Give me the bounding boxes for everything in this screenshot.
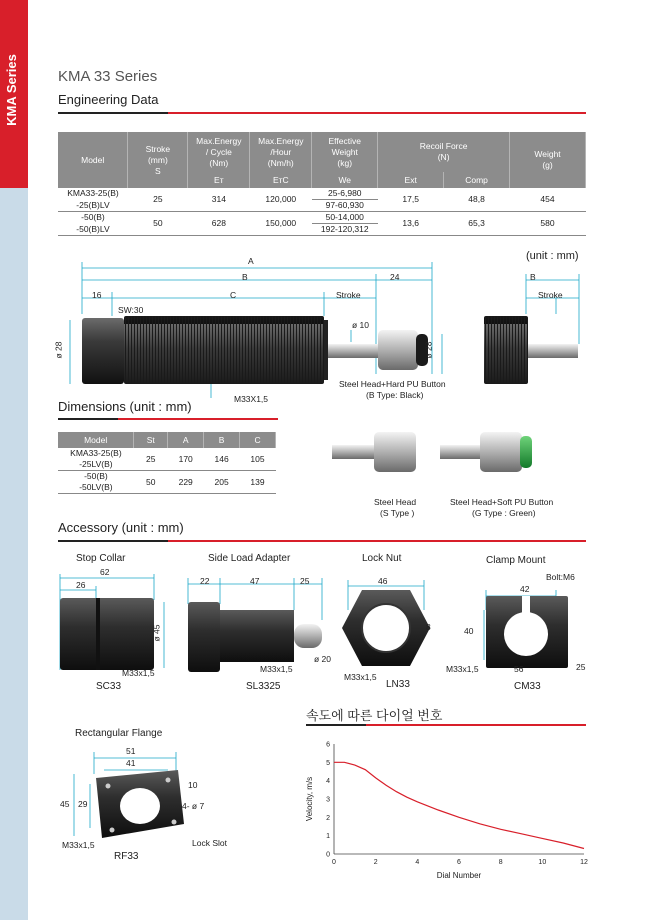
title-rule-red xyxy=(168,112,586,114)
sc-thread: M33x1,5 xyxy=(122,668,155,678)
ln-code: LN33 xyxy=(386,679,410,690)
y-tick-label: 2 xyxy=(326,814,330,822)
header-we: We xyxy=(312,172,378,188)
sc-dim-26: 26 xyxy=(76,580,86,590)
cell-weight: 454 xyxy=(510,188,586,212)
shock-absorber-drawing xyxy=(53,254,586,404)
cell-we: 192-120,312 xyxy=(312,224,378,236)
header-model: Model xyxy=(58,132,128,188)
dim-cell-c: 105 xyxy=(240,448,276,471)
dim-phi28-right: ø 28 xyxy=(423,341,434,359)
rf-dim-41: 41 xyxy=(126,758,136,768)
series-title: KMA 33 Series xyxy=(58,68,158,85)
sl-dim-20: ø 20 xyxy=(314,654,332,664)
accessory-title: Accessory (unit : mm) xyxy=(58,520,184,535)
dim-cell-model: -25LV(B) xyxy=(58,459,134,471)
dim-header: B xyxy=(204,432,240,448)
cell-ext: 17,5 xyxy=(378,188,444,212)
header-etc: EтC xyxy=(250,172,312,188)
velocity-series-line xyxy=(334,762,584,848)
ln-thread: M33x1,5 xyxy=(344,672,377,682)
dim-cell-model: -50(B) xyxy=(84,471,108,481)
cell-ext: 13,6 xyxy=(378,212,444,236)
header-et: Eт xyxy=(188,172,250,188)
sl-dim-22: 22 xyxy=(200,576,210,586)
sc-code: SC33 xyxy=(96,681,122,692)
table-row xyxy=(58,188,586,200)
dim-cell-model: -50LV(B) xyxy=(58,482,134,494)
cell-model: -25(B)LV xyxy=(58,200,128,212)
dim-sw: SW:30 xyxy=(118,305,144,315)
dimensions-table xyxy=(58,432,276,494)
dim-phi10: ø 10 xyxy=(352,320,370,330)
vel-rule-red xyxy=(366,724,586,726)
x-tick-label: 4 xyxy=(415,859,420,866)
table-row xyxy=(58,448,276,459)
cell-cycle: 628 xyxy=(188,212,250,236)
engineering-table xyxy=(58,132,586,236)
s-head-type: (S Type ) xyxy=(380,508,415,518)
cell-cycle: 314 xyxy=(188,188,250,212)
cell-we: 25-6,980 xyxy=(312,188,378,200)
dim-rule-red xyxy=(118,418,278,420)
acc-rule-dark xyxy=(58,540,168,542)
dim-a: A xyxy=(248,256,254,266)
dim-b: B xyxy=(242,272,248,282)
sl-dim-47: 47 xyxy=(250,576,260,586)
rf-dim-10: 10 xyxy=(188,780,198,790)
dim-stroke-right: Stroke xyxy=(538,290,563,300)
dim-cell-b: 205 xyxy=(204,471,240,494)
rf-dim-45: 45 xyxy=(60,799,70,809)
cell-we: 97-60,930 xyxy=(312,200,378,212)
sidebar-label: KMA Series xyxy=(4,54,19,126)
stop-collar-title: Stop Collar xyxy=(76,553,126,564)
x-tick-label: 2 xyxy=(373,859,378,866)
rf-dim-51: 51 xyxy=(126,746,136,756)
dim-b-right: B xyxy=(530,272,536,282)
cm-dim-56: 56 xyxy=(514,664,524,674)
rf-thread: M33x1,5 xyxy=(62,840,95,850)
cm-dim-40: 40 xyxy=(464,626,474,636)
rf-lock-slot: Lock Slot xyxy=(192,838,227,848)
table-row xyxy=(58,471,276,483)
header-weight: Weight (g) xyxy=(510,132,586,188)
head-variants xyxy=(330,424,580,480)
header-ext: Ext xyxy=(378,172,444,188)
sc-dim-45: ø 45 xyxy=(151,624,162,642)
y-tick-label: 3 xyxy=(326,796,330,804)
sl-dim-25: 25 xyxy=(300,576,310,586)
cm-dim-42: 42 xyxy=(520,584,530,594)
dim-cell-st: 50 xyxy=(134,471,168,494)
sl-code: SL3325 xyxy=(246,681,281,692)
rf-dim-29: 29 xyxy=(78,799,88,809)
cell-hour: 150,000 xyxy=(250,212,312,236)
b-head-label: Steel Head+Hard PU Button xyxy=(339,379,446,389)
s-head-label: Steel Head xyxy=(374,497,417,507)
y-tick-label: 4 xyxy=(326,778,330,786)
ln-dim-8: 8 xyxy=(426,622,431,632)
x-tick-label: 12 xyxy=(580,859,588,866)
dim-cell-b: 146 xyxy=(204,448,240,471)
acc-rule-red xyxy=(168,540,586,542)
y-tick-label: 0 xyxy=(326,851,330,859)
cell-stroke: 25 xyxy=(128,188,188,212)
clamp-title: Clamp Mount xyxy=(486,555,546,566)
engineering-title: Engineering Data xyxy=(58,92,159,107)
lock-nut-title: Lock Nut xyxy=(362,553,402,564)
x-tick-label: 0 xyxy=(332,859,336,866)
dim-cell-a: 229 xyxy=(168,471,204,494)
table-row xyxy=(58,212,586,224)
cell-stroke: 50 xyxy=(128,212,188,236)
dim-stroke: Stroke xyxy=(336,290,361,300)
x-axis-label: Dial Number xyxy=(436,871,482,880)
thread-label: M33X1,5 xyxy=(234,394,269,404)
y-tick-label: 6 xyxy=(326,741,330,749)
cell-comp: 48,8 xyxy=(444,188,510,212)
header-cycle: Max.Energy / Cycle (Nm) xyxy=(188,132,250,172)
x-tick-label: 6 xyxy=(457,859,461,866)
rf-holes: 4- ø 7 xyxy=(182,801,205,811)
dim-cell-model: KMA33-25(B) xyxy=(70,448,122,458)
dim-24: 24 xyxy=(390,272,400,282)
dim-header: Model xyxy=(58,432,134,448)
dim-rule-dark xyxy=(58,418,118,420)
header-recoil: Recoil Force (N) xyxy=(378,132,510,172)
ln-dim-46: 46 xyxy=(378,576,388,586)
dim-phi28-left: ø 28 xyxy=(53,341,64,359)
header-comp: Comp xyxy=(444,172,510,188)
dim-header: St xyxy=(134,432,168,448)
cell-weight: 580 xyxy=(510,212,586,236)
dim-cell-a: 170 xyxy=(168,448,204,471)
y-tick-label: 1 xyxy=(326,833,330,841)
cell-model: KMA33-25(B) xyxy=(67,188,119,199)
cm-thread: M33x1,5 xyxy=(446,664,479,674)
unit-note: (unit : mm) xyxy=(526,250,579,262)
flange-title: Rectangular Flange xyxy=(75,728,163,739)
y-axis-label: Velocity, m/s xyxy=(305,776,314,822)
dim-16: 16 xyxy=(92,290,102,300)
header-stroke: Stroke (mm) S xyxy=(128,132,188,188)
dimensions-title: Dimensions (unit : mm) xyxy=(58,399,192,414)
dim-cell-st: 25 xyxy=(134,448,168,471)
title-rule-dark xyxy=(58,112,168,114)
sc-dim-62: 62 xyxy=(100,567,110,577)
b-head-type: (B Type: Black) xyxy=(366,390,424,400)
x-tick-label: 10 xyxy=(538,859,547,866)
cell-hour: 120,000 xyxy=(250,188,312,212)
dim-header: C xyxy=(240,432,276,448)
cell-model: -50(B) xyxy=(81,212,105,223)
dim-c: C xyxy=(230,290,237,300)
g-head-label: Steel Head+Soft PU Button xyxy=(450,497,554,507)
velocity-title: 속도에 따른 다이얼 번호 xyxy=(306,708,443,723)
vel-rule-dark xyxy=(306,724,366,726)
side-adapter-title: Side Load Adapter xyxy=(208,553,291,564)
g-head-type: (G Type : Green) xyxy=(472,508,536,518)
y-tick-label: 5 xyxy=(326,759,330,767)
header-hour: Max.Energy /Hour (Nm/h) xyxy=(250,132,312,172)
sl-thread: M33x1,5 xyxy=(260,664,293,674)
velocity-chart xyxy=(298,734,590,886)
cell-we: 50-14,000 xyxy=(312,212,378,224)
dim-cell-c: 139 xyxy=(240,471,276,494)
x-tick-label: 8 xyxy=(498,859,503,866)
cm-code: CM33 xyxy=(514,681,541,692)
header-effective-weight: Effective Weight (kg) xyxy=(312,132,378,172)
dim-header: A xyxy=(168,432,204,448)
cm-dim-25: 25 xyxy=(576,662,586,672)
cell-model: -50(B)LV xyxy=(58,224,128,236)
cm-bolt: Bolt:M6 xyxy=(546,572,575,582)
cell-comp: 65,3 xyxy=(444,212,510,236)
rf-code: RF33 xyxy=(114,851,139,862)
